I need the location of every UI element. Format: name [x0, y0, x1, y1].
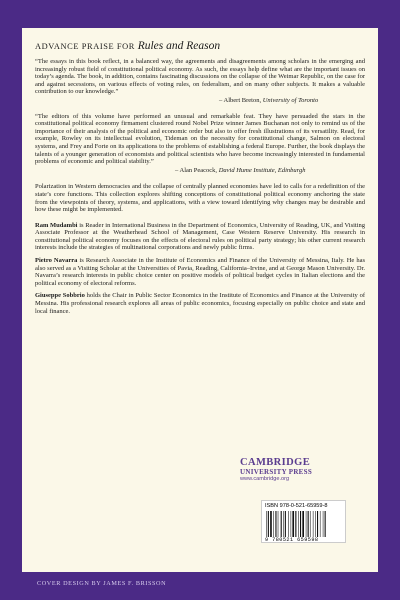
editor-bio-text-3: holds the Chair in Public Sector Economics in the Institute of Economics and Finance at the University of Messina. His professional research explores all areas of public economics, focusing especially on public choice and state and local finance. [35, 292, 366, 315]
praise-quote-1: “The essays in this book reflect, in a balanced way, the agreements and disagreements among scholars in the emerging and increasingly robust field of constitutional political economy. As such, the essays help define what are the important issues on today’s agenda. The book, in addition, contains fascinating discussions on the collapse of the Weimar Republic, on the case for and against secessions, on various effects of voting rules, on federalism, and on many other subjects. It makes a valuable contribution to our knowledge.” [35, 58, 365, 96]
quote-attribution-2 [35, 167, 365, 175]
publisher-logo [240, 457, 344, 483]
quote-author-2: – Alan Peacock, [175, 166, 218, 174]
praise-heading [35, 40, 365, 52]
editor-bio-2 [35, 257, 365, 287]
isbn-label: ISBN 978-0-521-65959-8 [265, 503, 328, 509]
publisher-name: CAMBRIDGE [240, 457, 311, 468]
quote-attribution-1 [35, 97, 365, 105]
cover-design-credit: COVER DESIGN BY JAMES F. BRISSON [37, 580, 167, 587]
book-title: Rules and Reason [137, 40, 221, 52]
editor-bio-3 [35, 292, 365, 315]
editor-name-1: Ram Mudambi [35, 221, 78, 229]
publisher-url: www.cambridge.org [240, 476, 290, 482]
praise-quote-2: “The editors of this volume have performed an unusual and remarkable feat. They have persuaded the stars in the constitutional political economy firmament clustered round Nobel Prize winner James Buchanan not only to remind us of the importance of their analysis of the political and economic order but also to offer fresh illustrations of its versatility. Read, for example, Rowley on its intellectual evolution, Tideman on the necessity for constitutional change, Salmon on electoral systems, and Frey and Forte on its applications to the problems of establishing a federal Europe. Further, the book displays the talents of a younger generation of economists and political scientists who have become increasingly interested in fundamental problems of economic and political stability.” [35, 112, 365, 166]
publisher-subname: UNIVERSITY PRESS [240, 468, 313, 476]
editor-name-2: Pietro Navarra [35, 257, 78, 265]
book-description: Polarization in Western democracies and the collapse of centrally planned economies have led to calls for a redefinition of the state’s core functions. This collection explores shifting conceptions of constitutional political economy anchoring the state from the viewpoints of theory, systems, and applications, with a view toward identifying why changes may be desirable and how these might be implemented. [35, 183, 365, 214]
barcode-bars-icon [265, 511, 343, 537]
quote-affiliation-1: University of Toronto [262, 96, 319, 104]
quote-affiliation-2: David Hume Institute, Edinburgh [218, 166, 306, 174]
isbn-barcode [261, 500, 346, 543]
back-cover-panel [22, 28, 378, 572]
editor-bio-text-1: is Reader in International Business in the Department of Economics, University of Reading, UK, and Visiting Associate Professor at the Weatherhead School of Management, Case Western Reserve University. His research in constitutional political economy focuses on the effects of electoral rules on political party strategy; his other current research interests include the strategies of multinational corporations and newly public firms. [35, 221, 366, 252]
editor-name-3: Giuseppe Sobbrio [35, 292, 85, 300]
ean-digits: 9 780521 659598 [265, 537, 319, 543]
editor-bio-text-2: is Research Associate in the Institute of Economics and Finance of the University of Messina, Italy. He has also served as a Visiting Scholar at the Universities of Pavia, Reading, California–Irvine, and at George Mason University. Dr. Navarra’s research interests in public choice center on positive models of political budget cycles in Italian elections and the political economy of electoral reforms. [35, 257, 366, 287]
quote-author-1: – Albert Breton, [219, 96, 262, 104]
editor-bio-1 [35, 222, 365, 252]
praise-heading-label: ADVANCE PRAISE FOR [35, 42, 135, 51]
